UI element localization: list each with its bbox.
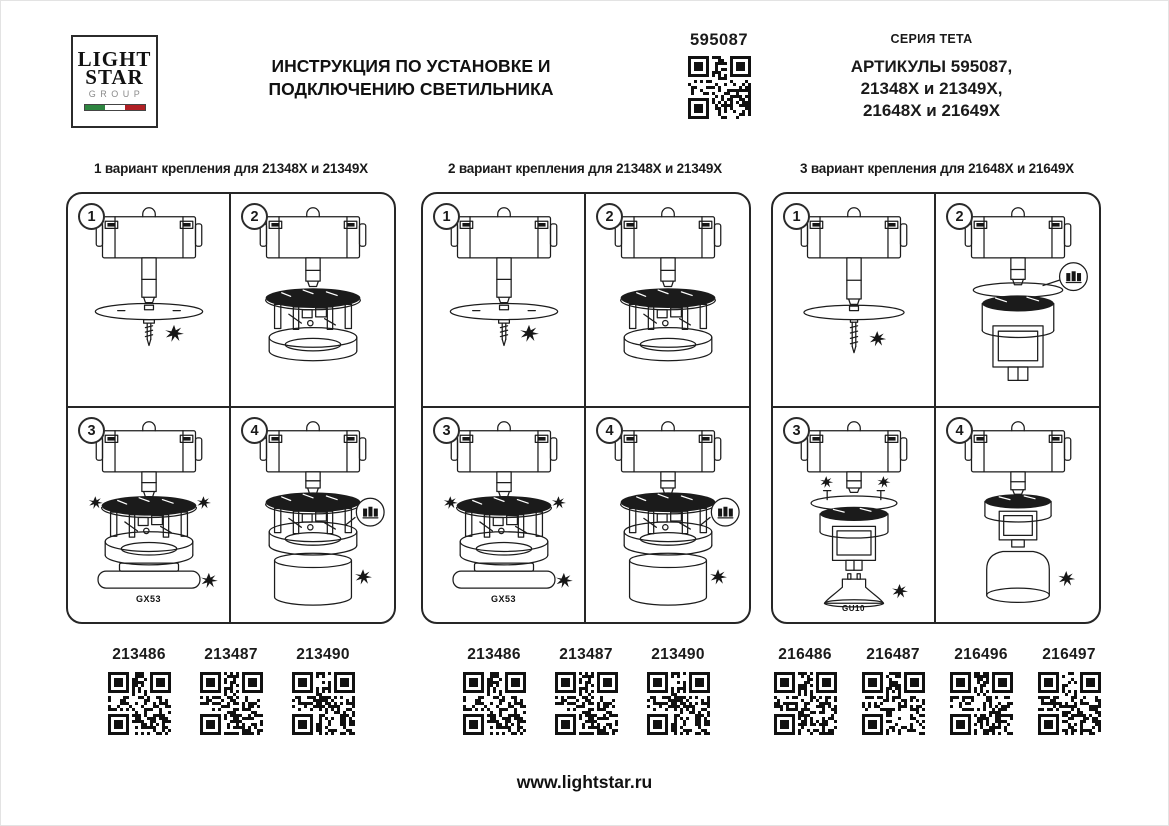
panel1-step4-cell: [231, 408, 394, 622]
logo-word-star: STAR: [85, 65, 144, 89]
panel3-step1-cell: [773, 194, 936, 408]
mount-variant-3-panel: [771, 192, 1101, 624]
illustration-shade-install: [237, 414, 389, 612]
step-number-badge: 2: [946, 203, 973, 230]
page-title-line1: ИНСТРУКЦИЯ ПО УСТАНОВКЕ И: [271, 56, 551, 76]
illustration-spot-body: [942, 200, 1094, 398]
main-qr-block: [669, 31, 769, 124]
product-qr-code: [200, 672, 263, 735]
lamp-type-label: GX53: [135, 594, 161, 604]
illustration-gx53-lamp-install: [428, 414, 580, 612]
product-code: 213490: [651, 646, 705, 663]
product-qr-code: [950, 672, 1013, 735]
step-number-badge: 4: [946, 417, 973, 444]
mount-variant-2-panel: [421, 192, 751, 624]
product-code-item: [462, 646, 526, 740]
lamp-type-label: GX53: [490, 594, 516, 604]
panel1-step3-cell: [68, 408, 231, 622]
product-code: 216486: [778, 646, 832, 663]
product-qr-code: [647, 672, 710, 735]
panel2-step3-cell: [423, 408, 586, 622]
step-number-badge: 3: [783, 417, 810, 444]
step-number-badge: 1: [783, 203, 810, 230]
product-code-item: [1037, 646, 1101, 740]
product-code-item: [107, 646, 171, 740]
panel1-step2-cell: [231, 194, 394, 408]
product-code: 213487: [204, 646, 258, 663]
main-qr-code: [688, 56, 751, 119]
panel1-step1-cell: [68, 194, 231, 408]
step-number-badge: 1: [78, 203, 105, 230]
product-qr-code: [862, 672, 925, 735]
product-code: 213486: [467, 646, 521, 663]
product-code-item: [554, 646, 618, 740]
product-qr-code: [463, 672, 526, 735]
logo-word-light: LIGHT: [77, 47, 152, 71]
step-number-badge: 1: [433, 203, 460, 230]
illustration-adapter-plate-screw: [73, 200, 225, 398]
panel2-step1-cell: [423, 194, 586, 408]
product-code: 213486: [112, 646, 166, 663]
illustration-adapter-plate-screw: [428, 200, 580, 398]
step-number-badge: 2: [596, 203, 623, 230]
articles-line3: 21648X и 21649X: [862, 101, 1001, 120]
step-number-badge: 2: [241, 203, 268, 230]
product-code: 213490: [296, 646, 350, 663]
panel2-step2-cell: [586, 194, 749, 408]
step-number-badge: 3: [433, 417, 460, 444]
page-title-line2: ПОДКЛЮЧЕНИЮ СВЕТИЛЬНИКА: [268, 79, 554, 99]
articles-line2: 21348X и 21349X,: [860, 79, 1003, 98]
panel3-step4-cell: [936, 408, 1099, 622]
panel-1-title: 1 вариант крепления для 21348X и 21349X: [94, 161, 368, 176]
panel3-step3-cell: [773, 408, 936, 622]
product-qr-code: [555, 672, 618, 735]
step-number-badge: 3: [78, 417, 105, 444]
main-article-number: 595087: [689, 31, 749, 49]
step-number-badge: 4: [241, 417, 268, 444]
product-codes-group-2: [421, 646, 751, 740]
product-code-item: [291, 646, 355, 740]
articles-line1: АРТИКУЛЫ 595087,: [850, 57, 1013, 76]
page-title: [226, 55, 596, 101]
product-code-item: [646, 646, 710, 740]
series-title: СЕРИЯ ТЕТА: [890, 32, 973, 46]
lamp-type-label: GU10: [842, 604, 865, 613]
product-qr-code: [1038, 672, 1101, 735]
mount-variant-1-panel: [66, 192, 396, 624]
illustration-gu10-lamp-install: [778, 414, 930, 612]
product-code-item: [199, 646, 263, 740]
product-code-item: [949, 646, 1013, 740]
product-codes-group-1: [66, 646, 396, 740]
product-code: 213487: [559, 646, 613, 663]
website-url: www.lightstar.ru: [516, 772, 653, 792]
illustration-holder-assembly: [592, 200, 744, 398]
product-code: 216496: [954, 646, 1008, 663]
product-qr-code: [292, 672, 355, 735]
step-number-badge: 4: [596, 417, 623, 444]
series-info: [829, 32, 1034, 122]
logo-word-group: GROUP: [88, 89, 145, 99]
product-code: 216497: [1042, 646, 1096, 663]
product-qr-code: [108, 672, 171, 735]
panel2-step4-cell: [586, 408, 749, 622]
product-code: 216487: [866, 646, 920, 663]
articles-list: [829, 56, 1034, 122]
illustration-holder-assembly: [237, 200, 389, 398]
illustration-gx53-lamp-install: [73, 414, 225, 612]
panel3-step2-cell: [936, 194, 1099, 408]
product-codes-group-3: [765, 646, 1109, 740]
product-qr-code: [774, 672, 837, 735]
italy-flag-icon: [84, 104, 146, 111]
panel-2-title: 2 вариант крепления для 21348X и 21349X: [448, 161, 722, 176]
illustration-shade-install: [592, 414, 744, 612]
product-code-item: [861, 646, 925, 740]
illustration-adapter-plate-longscrew: [778, 200, 930, 398]
panel-3-title: 3 вариант крепления для 21648X и 21649X: [800, 161, 1074, 176]
illustration-tall-shade-install: [942, 414, 1094, 612]
lightstar-logo: [71, 35, 158, 128]
product-code-item: [773, 646, 837, 740]
